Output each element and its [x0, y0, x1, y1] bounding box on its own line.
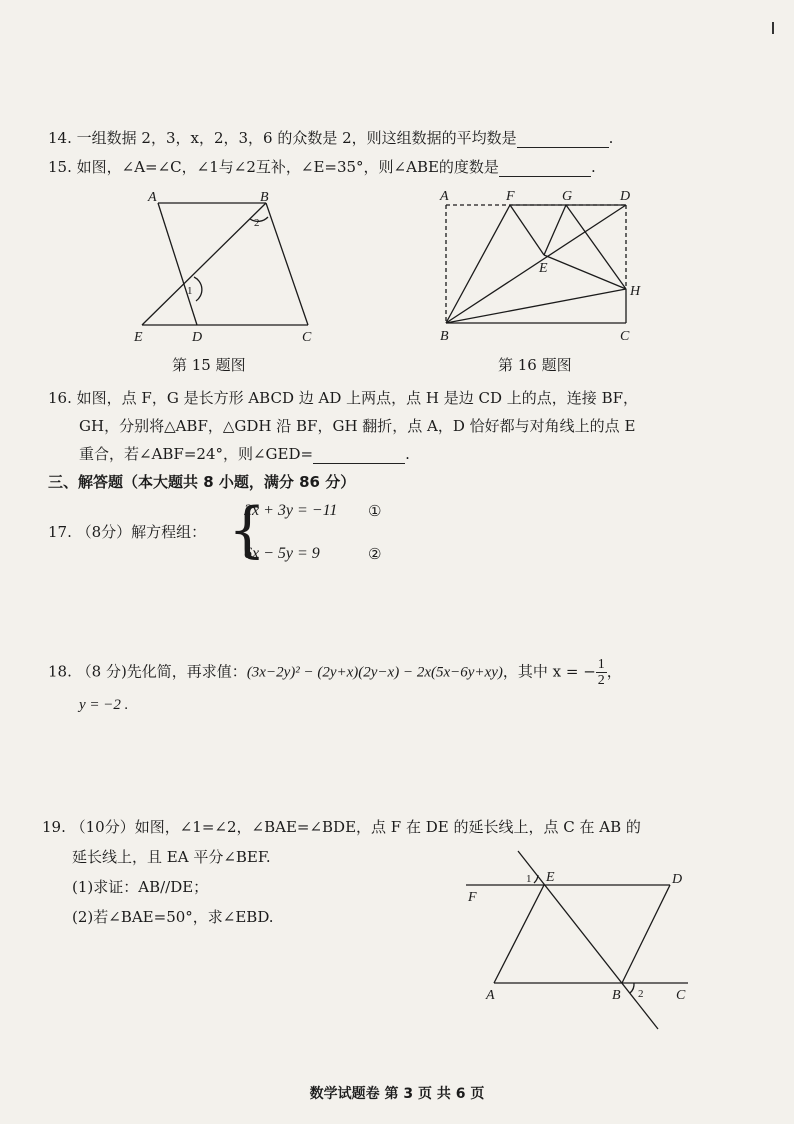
fig15-label-e: E [134, 330, 143, 345]
question-16-line-1 [48, 388, 638, 408]
fig16-line-fe [510, 205, 544, 255]
q18-frac-numerator: 1 [597, 657, 605, 672]
figure-15 [130, 185, 330, 350]
q16-line2: GH，分别将△ABF，△GDH 沿 BF，GH 翻折，点 A，D 恰好都与对角线上的点 E [79, 417, 636, 435]
fig19-label-c: C [676, 988, 686, 1003]
fig15-line-eb [142, 203, 266, 325]
q18-line2: y = −2 . [79, 697, 129, 713]
q17-text: （8分）解方程组： [76, 523, 207, 541]
q15-answer-blank[interactable] [499, 160, 591, 177]
question-15 [48, 157, 596, 177]
question-18 [48, 657, 622, 688]
fig15-label-d: D [192, 330, 203, 345]
q17-mark-1: ① [368, 502, 382, 520]
q18-intro: （8 分)先化简，再求值： [76, 662, 247, 681]
q19-part2: (2)若∠BAE=50°，求∠EBD. [72, 908, 274, 926]
fig16-label-a: A [440, 189, 449, 204]
question-17 [48, 522, 206, 542]
figure-16 [432, 185, 652, 350]
fig16-label-f: F [506, 189, 515, 204]
q14-end: . [608, 129, 614, 147]
q14-answer-blank[interactable] [517, 131, 609, 148]
q18-expression: (3x−2y)² − (2y+x)(2y−x) − 2x(5x−6y+xy) [246, 664, 503, 681]
fig15-angle1-arc [194, 277, 202, 301]
fig19-angle2-arc [630, 983, 634, 993]
q16-line1: 如图，点 F，G 是长方形 ABCD 边 AD 上两点，点 H 是边 CD 上的点，连接 BF， [76, 389, 638, 407]
fig15-label-b: B [260, 190, 269, 205]
q16-line3: 重合，若∠ABF=24°，则∠GED= [79, 445, 314, 463]
q16-answer-blank[interactable] [313, 447, 405, 464]
figure-19 [460, 845, 700, 1035]
q15-end: . [590, 158, 596, 176]
q19-line1: （10分）如图，∠1=∠2，∠BAE=∠BDE，点 F 在 DE 的延长线上，点 C 在 AB 的 [70, 818, 641, 836]
fig19-label-e: E [546, 870, 555, 885]
fig16-line-ge [544, 205, 566, 255]
q14-number: 14. [48, 129, 72, 147]
fig15-caption: 第 15 题图 [172, 356, 246, 374]
fig19-label-d: D [672, 872, 683, 887]
q16-end: . [405, 445, 410, 463]
q17-equation-1: 2x + 3y = −11 [244, 502, 338, 519]
fig19-label-b: B [612, 988, 621, 1003]
section-3-title: 三、解答题（本大题共 8 小题，满分 86 分） [48, 473, 356, 491]
q18-fraction [596, 657, 607, 688]
fig19-label-f: F [468, 890, 477, 905]
q16-number: 16. [48, 389, 72, 407]
q17-equation-2: 6x − 5y = 9 [244, 545, 320, 562]
fig16-label-c: C [620, 329, 630, 344]
fig16-label-g: G [562, 189, 573, 204]
fig19-transversal [518, 851, 658, 1029]
fig19-line-db [622, 885, 670, 983]
q15-text: 如图，∠A=∠C，∠1与∠2互补，∠E=35°，则∠ABE的度数是 [76, 158, 499, 176]
q18-frac-denominator: 2 [597, 673, 605, 688]
q17-brace: { [228, 495, 267, 565]
fig16-line-bf [446, 205, 510, 323]
q19-line2: 延长线上，且 EA 平分∠BEF. [72, 848, 271, 866]
fig15-label-angle2: 2 [254, 217, 260, 229]
fig15-line-ad [158, 203, 197, 325]
question-19-line-1 [42, 817, 641, 837]
q19-part1: (1)求证：AB//DE； [72, 878, 209, 896]
fig16-label-b: B [440, 329, 449, 344]
fig15-line-bc [266, 203, 308, 325]
fig16-diagonal-bd [446, 205, 626, 323]
question-16-line-3 [79, 444, 410, 464]
q15-number: 15. [48, 158, 72, 176]
q19-number: 19. [42, 818, 66, 836]
fig19-label-a: A [486, 988, 495, 1003]
fig16-label-e: E [539, 261, 548, 276]
q17-mark-2: ② [368, 545, 382, 563]
fig15-label-a: A [148, 190, 157, 205]
fig19-label-angle2: 2 [638, 988, 644, 1000]
question-14 [48, 128, 613, 148]
q17-number: 17. [48, 523, 72, 541]
fig16-label-d: D [620, 189, 631, 204]
q18-tail: ， [606, 662, 622, 681]
page-footer: 数学试题卷 第 3 页 共 6 页 [309, 1086, 485, 1102]
fig15-label-angle1: 1 [187, 285, 193, 297]
fig16-label-h: H [630, 284, 641, 299]
fig19-angle1-arc [534, 875, 538, 883]
q18-number: 18. [48, 662, 72, 681]
q18-where: ，其中 x = − [502, 662, 596, 681]
edge-mark [772, 22, 774, 34]
fig15-label-c: C [302, 330, 312, 345]
fig19-label-angle1: 1 [526, 873, 532, 885]
fig16-caption: 第 16 题图 [498, 356, 572, 374]
fig19-line-ea [494, 885, 544, 983]
q14-text: 一组数据 2，3，x，2，3，6 的众数是 2，则这组数据的平均数是 [76, 129, 517, 147]
